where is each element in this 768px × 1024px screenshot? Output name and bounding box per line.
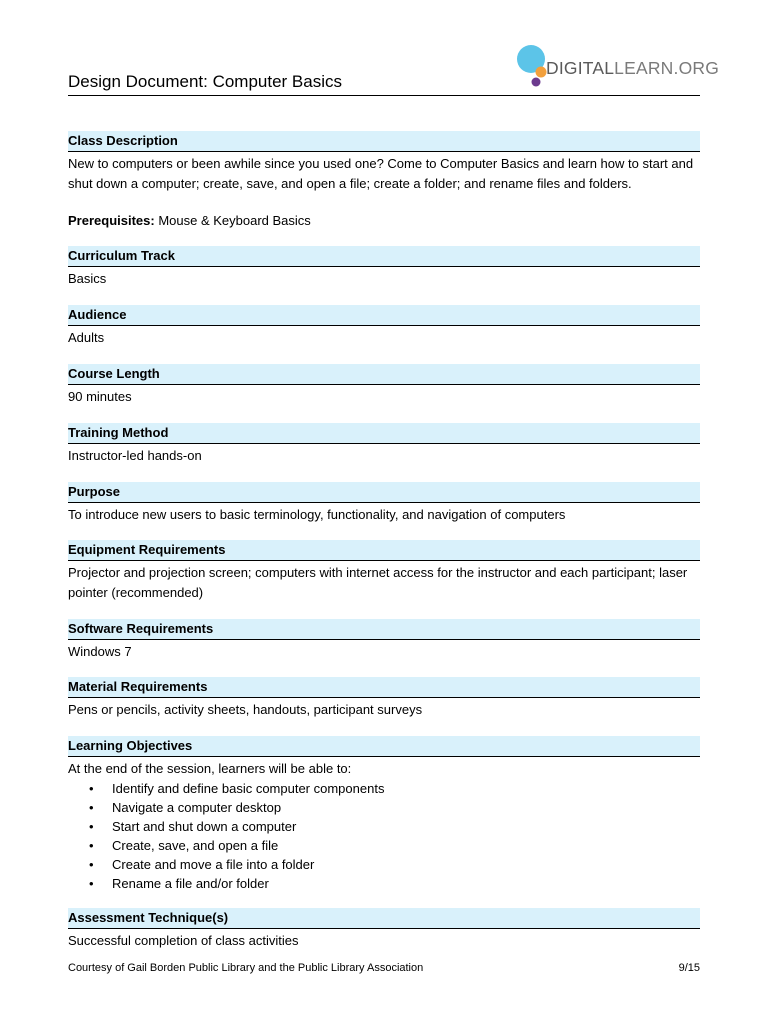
section-text: Adults [68,330,105,345]
section-curriculum-track [68,246,700,289]
section-text: Pens or pencils, activity sheets, handouts, participant surveys [68,702,423,717]
bullet: • [89,837,94,853]
page-footer [68,961,700,975]
section-text: Basics [68,271,107,286]
section-heading: Training Method [68,423,700,444]
page-number: 9/15 [678,962,700,974]
section-learning-objectives [68,736,700,893]
section-text: Instructor-led hands-on [68,448,202,463]
section-heading: Software Requirements [68,619,700,640]
prerequisites [68,211,700,231]
list-item-text: Navigate a computer desktop [112,799,282,815]
logo-prefix: DIGITAL [546,58,615,78]
section-heading: Material Requirements [68,677,700,698]
section-assessment [68,908,700,951]
list-item [68,874,700,893]
digitallearn-logo [514,42,720,90]
bullet: • [89,875,94,891]
list-item [68,855,700,874]
list-item-text: Create and move a file into a folder [112,856,315,872]
footer-credit: Courtesy of Gail Borden Public Library and the Public Library Association [68,962,424,974]
section-equipment-requirements [68,540,700,602]
section-course-length [68,364,700,407]
section-heading: Assessment Technique(s) [68,908,700,929]
section-class-description [68,131,700,231]
section-purpose [68,482,700,525]
objectives-list [68,779,700,893]
section-heading: Learning Objectives [68,736,700,757]
bullet: • [89,780,94,796]
section-text: Windows 7 [68,644,132,659]
header-divider [68,95,700,96]
objectives-intro: At the end of the session, learners will be able to: [68,761,352,776]
logo-wordmark [546,58,719,78]
section-text: New to computers or been awhile since you used one? Come to Computer Basics and learn how to start and shut down a computer; create, save, and open a file; create a folder; and rename files and folders. [68,156,694,191]
list-item-text: Create, save, and open a file [112,837,279,853]
bullet: • [89,799,94,815]
prerequisites-value: Mouse & Keyboard Basics [154,213,311,228]
list-item [68,836,700,855]
section-text: 90 minutes [68,389,132,404]
section-heading: Purpose [68,482,700,503]
logo-mark-icon [514,42,548,90]
section-text: To introduce new users to basic terminology, functionality, and navigation of computers [68,507,566,522]
section-training-method [68,423,700,466]
list-item-text: Start and shut down a computer [112,818,297,834]
section-heading: Course Length [68,364,700,385]
list-item-text: Identify and define basic computer components [112,780,385,796]
list-item [68,817,700,836]
section-heading: Class Description [68,131,700,152]
page-title: Design Document: Computer Basics [68,72,343,91]
list-item-text: Rename a file and/or folder [112,875,269,891]
section-heading: Audience [68,305,700,326]
section-audience [68,305,700,348]
logo-suffix: LEARN.ORG [614,58,720,78]
bullet: • [89,818,94,834]
list-item [68,779,700,798]
bullet: • [89,856,94,872]
section-software-requirements [68,619,700,662]
section-material-requirements [68,677,700,720]
prerequisites-label: Prerequisites: [68,213,155,228]
section-text: Projector and projection screen; computers with internet access for the instructor and each participant; laser pointer (recommended) [68,565,688,600]
section-heading: Curriculum Track [68,246,700,267]
section-heading: Equipment Requirements [68,540,700,561]
section-text: Successful completion of class activities [68,933,299,948]
list-item [68,798,700,817]
